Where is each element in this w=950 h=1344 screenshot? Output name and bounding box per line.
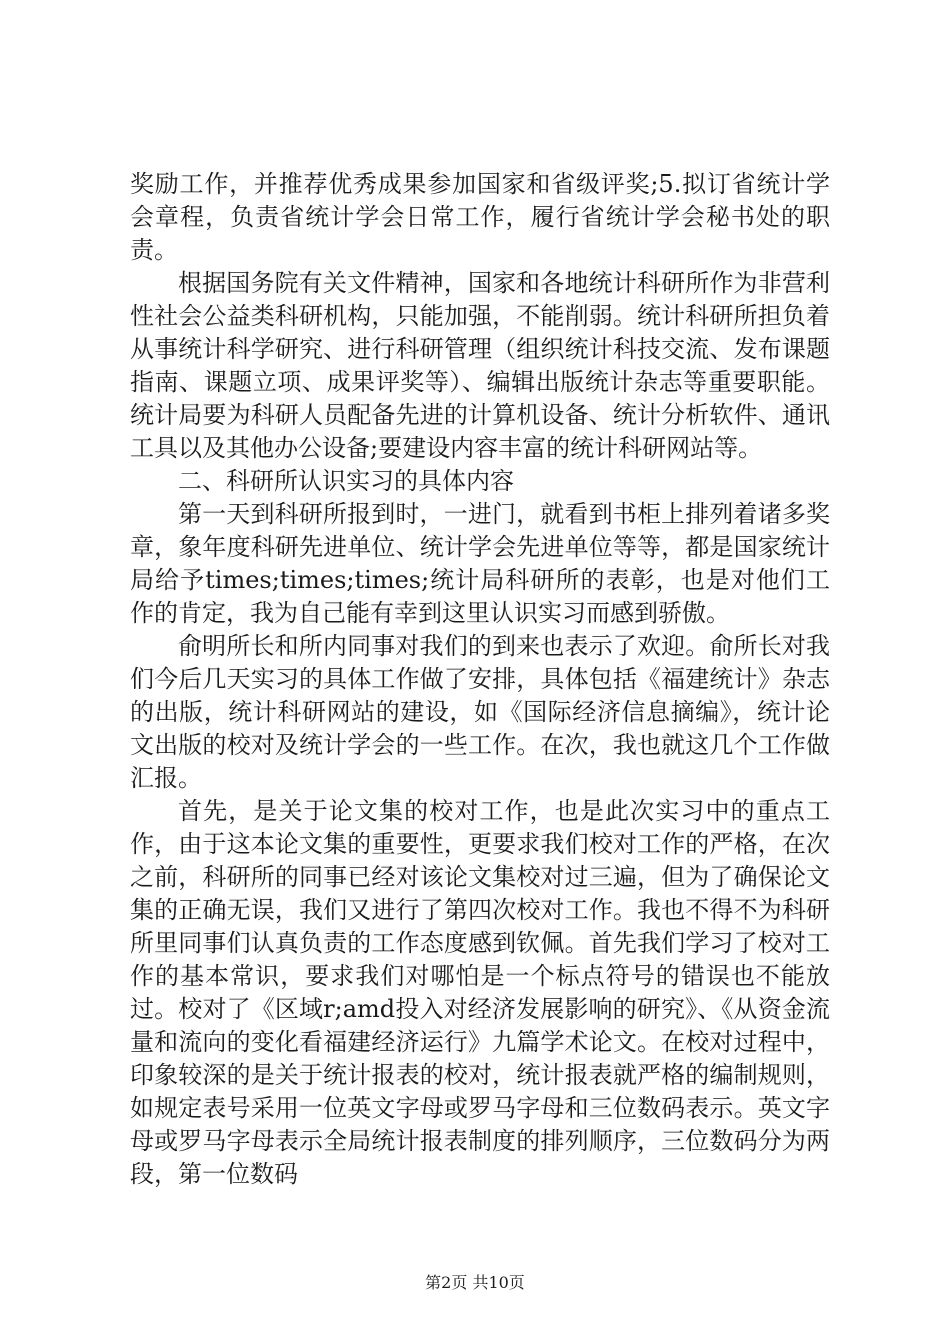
paragraph-1: 奖励工作，并推荐优秀成果参加国家和省级评奖;5.拟订省统计学会章程，负责省统计学会日常工作，履行省统计学会秘书处的职责。 [130, 170, 830, 264]
paragraph-5: 首先，是关于论文集的校对工作，也是此次实习中的重点工作，由于这本论文集的重要性，更要求我们校对工作的严格，在次之前，科研所的同事已经对该论文集校对过三遍，但为了确保论文集的正确无误，我们又进行了第四次校对工作。我也不得不为科研所里同事们认真负责的工作态度感到钦佩。首先我们学习了校对工作的基本常识，要求我们对哪怕是一个标点符号的错误也不能放过。校对了《区域r;amd投入对经济发展影响的研究》、《从资金流量和流向的变化看福建经济运行》九篇学术论文。在校对过程中，印象较深的是关于统计报表的校对，统计报表就严格的编制规则，如规定表号采用一位英文字母或罗马字母和三位数码表示。英文字母或罗马字母表示全局统计报表制度的排列顺序，三位数码分为两段，第一位数码 [130, 797, 830, 1188]
section-heading: 二、科研所认识实习的具体内容 [178, 467, 514, 495]
paragraph-4: 俞明所长和所内同事对我们的到来也表示了欢迎。俞所长对我们今后几天实习的具体工作做了安排，具体包括《福建统计》杂志的出版，统计科研网站的建设，如《国际经济信息摘编》，统计论文出版的校对及统计学会的一些工作。在次，我也就这几个工作做汇报。 [130, 632, 830, 792]
paragraph-2: 根据国务院有关文件精神，国家和各地统计科研所作为非营利性社会公益类科研机构，只能加强，不能削弱。统计科研所担负着从事统计科学研究、进行科研管理（组织统计科技交流、发布课题指南、课题立项、成果评奖等）、编辑出版统计杂志等重要职能。统计局要为科研人员配备先进的计算机设备、统计分析软件、通讯工具以及其他办公设备;要建设内容丰富的统计科研网站等。 [130, 269, 830, 462]
paragraph-3: 第一天到科研所报到时，一进门，就看到书柜上排列着诸多奖章，象年度科研先进单位、统计学会先进单位等等，都是国家统计局给予times;times;times;统计局科研所的表彰，也是对他们工作的肯定，我为自己能有幸到这里认识实习而感到骄傲。 [130, 500, 830, 627]
page-number-footer: 第2页 共10页 [425, 1273, 525, 1292]
body-text [130, 168, 830, 1191]
